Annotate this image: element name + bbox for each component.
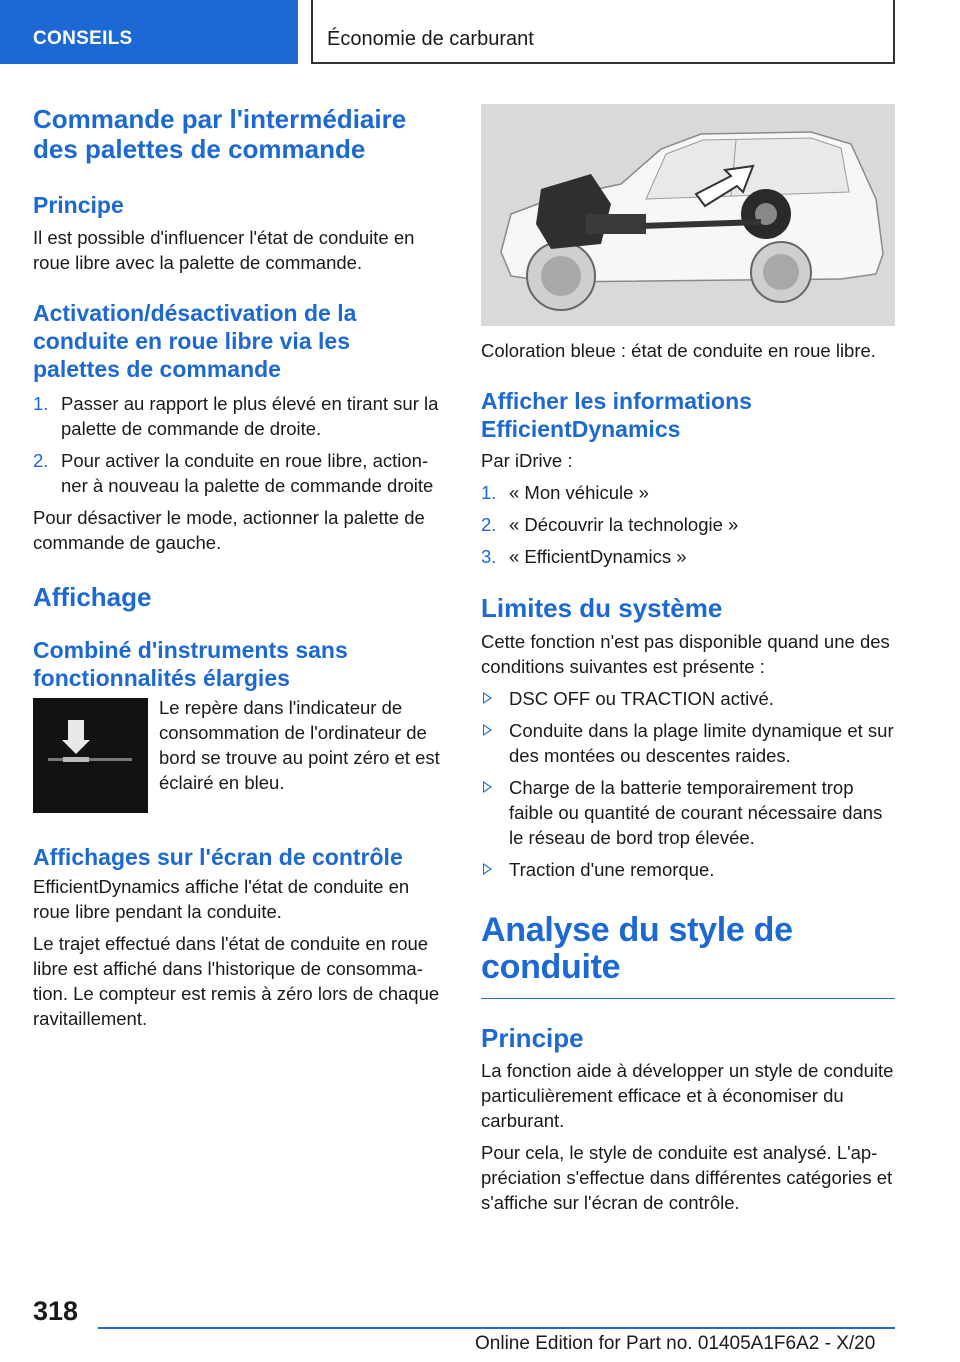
figure-caption: Coloration bleue : état de conduite en roue libre. xyxy=(481,340,876,361)
triangle-bullet-icon xyxy=(483,692,492,704)
list-item xyxy=(481,512,895,537)
paragraph-repere: Le repère dans l'indicateur de consommation de l'ordinateur de bord se trouve au point zéro et est éclairé en bleu. xyxy=(159,697,440,793)
footer-edition: Online Edition for Part no. 01405A1F6A2 - X/20 xyxy=(475,1333,876,1354)
step-text: Passer au rapport le plus élevé en tirant sur la palette de commande de droite. xyxy=(61,393,439,439)
paragraph-desactiver: Pour désactiver le mode, actionner la palette de commande de gauche. xyxy=(33,507,425,553)
right-column xyxy=(481,104,895,1215)
step-text: « Mon véhicule » xyxy=(509,482,649,503)
paragraph-idrive: Par iDrive : xyxy=(481,450,573,471)
heading-activation: Activation/désactivation de la conduite en roue libre via les palettes de commande xyxy=(33,300,357,382)
list-item xyxy=(481,686,895,711)
heading-afficher: Afficher les informations EfficientDynamics xyxy=(481,388,752,442)
conditions-list xyxy=(481,686,895,882)
paragraph-principe-b: Pour cela, le style de conduite est analysé. L'appréciation s'effectue dans différentes catégories et s'affiche sur l'écran de contrôle. xyxy=(481,1142,893,1213)
zero-point-marker-icon xyxy=(33,698,148,813)
car-illustration xyxy=(481,104,895,326)
condition-text: DSC OFF ou TRACTION activé. xyxy=(509,688,774,709)
heading-limites: Limites du système xyxy=(481,593,723,623)
paragraph-trajet: Le trajet effectué dans l'état de conduite en roue libre est affiché dans l'historique de consommation. Le compteur est remis à zéro lors de chaque ravitaillement. xyxy=(33,933,440,1029)
footer-divider xyxy=(98,1327,895,1329)
consumption-indicator-icon xyxy=(33,698,148,813)
heading-combine: Combiné d'instruments sans fonctionnalités élargies xyxy=(33,637,348,691)
list-item xyxy=(481,544,895,569)
heading-affichages-ecran: Affichages sur l'écran de contrôle xyxy=(33,844,403,870)
list-item xyxy=(33,391,445,441)
activation-steps xyxy=(33,391,445,498)
heading-commande: Commande par l'intermédiaire des palettes de commande xyxy=(33,104,407,164)
heading-principe: Principe xyxy=(33,192,124,218)
indicator-block xyxy=(33,698,445,813)
heading-principe-analyse: Principe xyxy=(481,1023,584,1053)
step-number: 3. xyxy=(481,546,497,567)
section-tab: CONSEILS xyxy=(0,0,298,64)
heading-analyse: Analyse du style de conduite xyxy=(481,911,793,986)
step-number: 2. xyxy=(481,514,497,535)
list-item xyxy=(481,718,895,768)
condition-text: Traction d'une remorque. xyxy=(509,859,715,880)
paragraph-limites: Cette fonction n'est pas disponible quand une des conditions suivantes est présente : xyxy=(481,631,890,677)
section-divider xyxy=(481,998,895,999)
list-item xyxy=(481,857,895,882)
list-item xyxy=(481,480,895,505)
list-item xyxy=(481,775,895,850)
triangle-bullet-icon xyxy=(483,863,492,875)
paragraph-efficient: EfficientDynamics affiche l'état de conduite en roue libre pendant la conduite. xyxy=(33,876,410,922)
paragraph-principe: Il est possible d'influencer l'état de conduite en roue libre avec la palette de commande. xyxy=(33,227,415,273)
condition-text: Conduite dans la plage limite dynamique et sur des montées ou descentes raides. xyxy=(509,720,894,766)
condition-text: Charge de la batterie temporairement trop faible ou quantité de courant nécessaire dans le réseau de bord trop élevée. xyxy=(509,777,883,848)
step-number: 1. xyxy=(481,482,497,503)
chapter-title: Économie de carburant xyxy=(311,0,895,64)
menu-steps xyxy=(481,480,895,569)
step-number: 1. xyxy=(33,393,49,414)
paragraph-principe-a: La fonction aide à développer un style de conduite particulièrement efficace et à économiser du carburant. xyxy=(481,1060,894,1131)
step-text: « EfficientDynamics » xyxy=(509,546,687,567)
left-column xyxy=(33,104,445,1031)
triangle-bullet-icon xyxy=(483,781,492,793)
car-drivetrain-icon xyxy=(481,104,895,326)
step-number: 2. xyxy=(33,450,49,471)
page-number: 318 xyxy=(33,1296,79,1326)
heading-affichage: Affichage xyxy=(33,582,152,612)
step-text: Pour activer la conduite en roue libre, actionner à nouveau la palette de commande droite xyxy=(61,450,434,496)
triangle-bullet-icon xyxy=(483,724,492,736)
list-item xyxy=(33,448,445,498)
step-text: « Découvrir la technologie » xyxy=(509,514,739,535)
